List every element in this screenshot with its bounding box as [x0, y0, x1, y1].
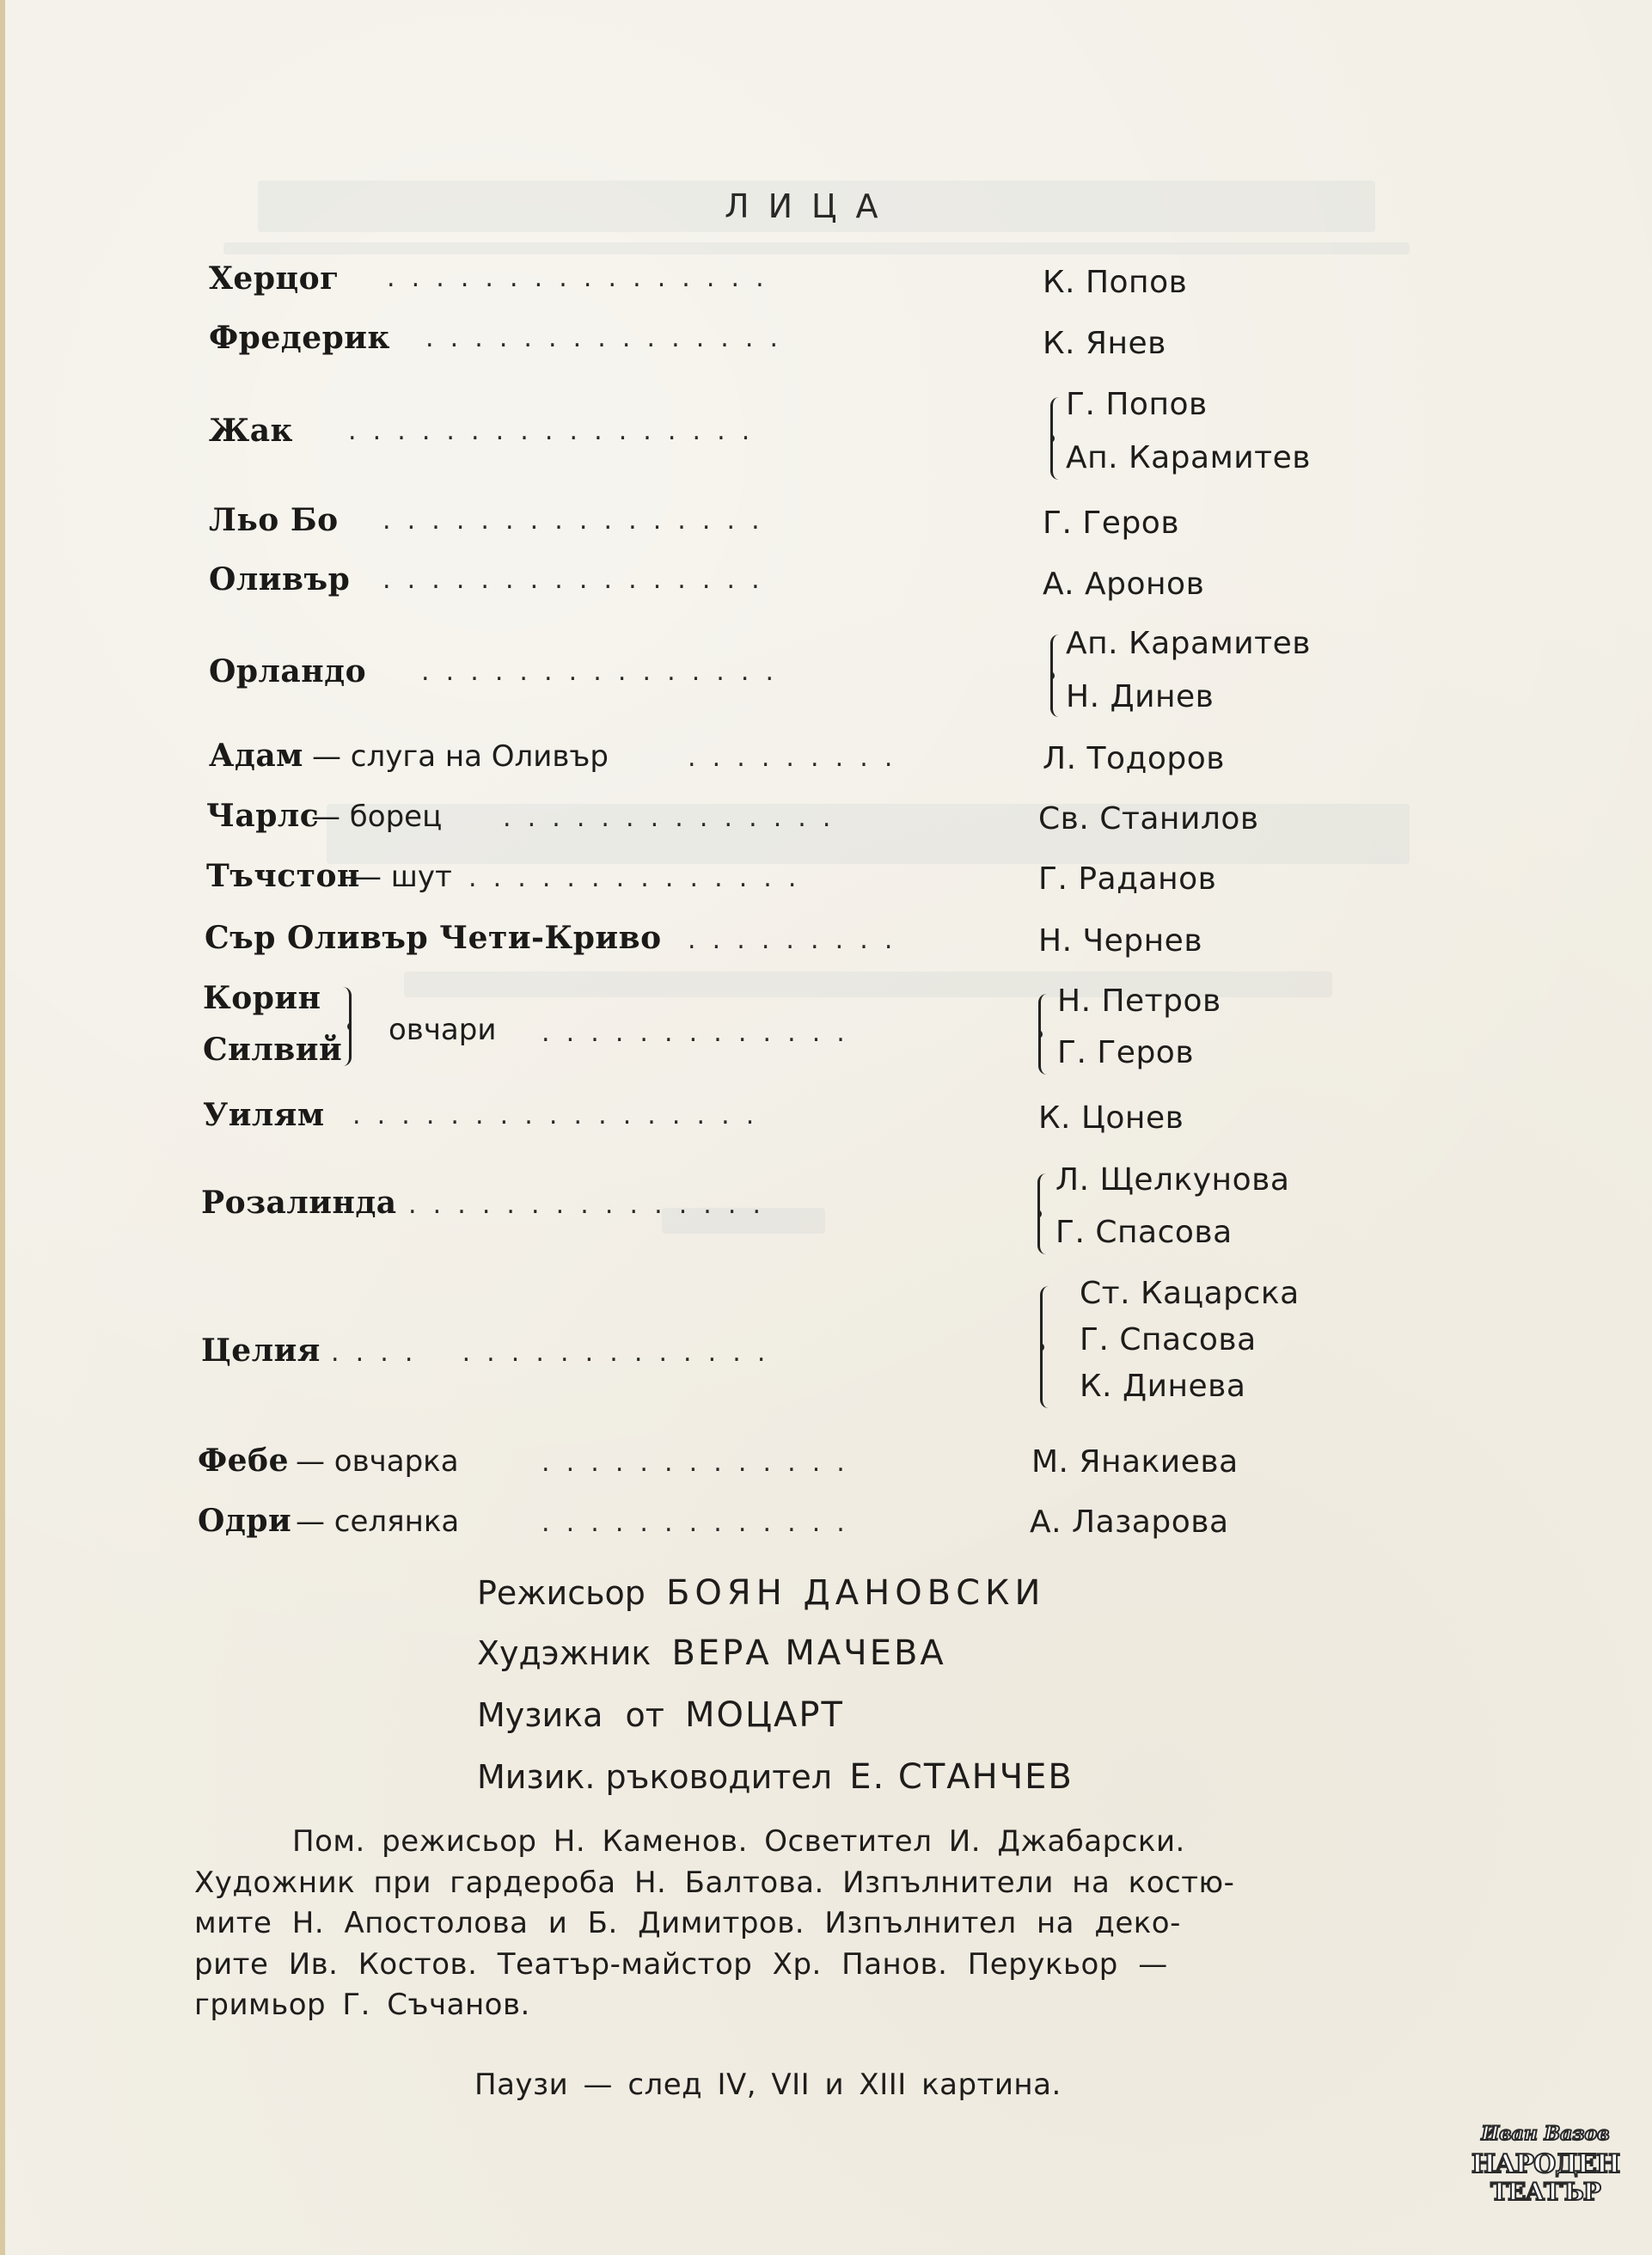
actor-name: К. Цонев [1038, 1100, 1184, 1136]
actor-name: Н. Чернев [1038, 923, 1203, 959]
brace [1050, 397, 1060, 480]
role-name: Уилям [203, 1097, 325, 1133]
actor-name: Н. Динев [1066, 679, 1215, 714]
logo-signature: Иван Вазов [1481, 2123, 1610, 2145]
role-description: — шут [352, 860, 452, 894]
dot-leader: . . . . . . . . . . . . . . [468, 863, 797, 893]
role-name: Розалинда [201, 1185, 397, 1221]
credit-line [477, 1633, 946, 1673]
pauses-note: Паузи — след IV, VII и XIII картина. [474, 2068, 1062, 2102]
role-name: Фебе [198, 1443, 289, 1479]
dot-leader: . . . . . . . . . . . . . . [503, 803, 831, 833]
dot-leader: . . . . . . . . . . . . . . . . . [348, 416, 750, 446]
role-name: Корин [203, 980, 321, 1016]
credit-label: Мизик. ръководител [477, 1758, 833, 1796]
dot-leader: . . . . . . . . . . . . . . . [425, 323, 779, 353]
credit-name: МОЦАРТ [684, 1695, 844, 1735]
actor-name: Г. Спасова [1055, 1215, 1233, 1250]
credit-name: ВЕРА МАЧЕВА [671, 1633, 946, 1673]
actor-name: Ап. Карамитев [1066, 626, 1311, 661]
role-description: — слуга на Оливър [312, 739, 609, 774]
role-description: овчари [389, 1013, 497, 1047]
role-description: — овчарка [296, 1444, 459, 1479]
role-name: Жак [209, 413, 294, 449]
role-name: Льо Бо [209, 502, 339, 538]
actor-name: Л. Щелкунова [1055, 1162, 1290, 1198]
role-name: Херцог [209, 260, 340, 297]
role-name: Оливър [209, 561, 351, 597]
national-theatre-logo [1468, 2117, 1623, 2220]
credit-line [477, 1757, 1074, 1797]
dot-leader: . . . . . . . . . . . . . . . . . [331, 1338, 766, 1368]
role-name: Адам [209, 738, 303, 774]
dot-leader: . . . . . . . . . . . . . . . . . [352, 1100, 755, 1131]
actor-name: Г. Геров [1057, 1035, 1195, 1070]
page-heading: ЛИЦА [725, 187, 897, 225]
actor-name: Ап. Карамитев [1066, 440, 1311, 475]
bleed-through-rule [223, 242, 1410, 254]
actor-name: Г. Спасова [1080, 1322, 1257, 1357]
role-name: Чарлс [206, 798, 320, 834]
dot-leader: . . . . . . . . . . . . . . . [421, 657, 774, 687]
actor-name: Г. Раданов [1038, 861, 1217, 897]
credit-label: Худэжник [477, 1634, 652, 1672]
actor-name: Ст. Кацарска [1080, 1276, 1300, 1311]
dot-leader: . . . . . . . . . . . . . [541, 1448, 845, 1478]
actor-name: К. Янев [1043, 326, 1166, 361]
credit-name: БОЯН ДАНОВСКИ [665, 1573, 1046, 1613]
page-edge [0, 0, 5, 2255]
dot-leader: . . . . . . . . . . . . . . . . [387, 263, 764, 293]
actor-name: А. Лазарова [1030, 1504, 1229, 1540]
dot-leader: . . . . . . . . . . . . . . . [408, 1190, 762, 1220]
actor-name: К. Попов [1043, 265, 1188, 300]
staff-line: рите Ив. Костов. Театър-майстор Хр. Панов. Перукьор — [194, 1947, 1168, 1982]
dot-leader: . . . . . . . . . . . . . . . . [382, 565, 760, 595]
actor-name: Св. Станилов [1038, 801, 1259, 836]
actor-name: Л. Тодоров [1043, 741, 1225, 776]
role-description: — селянка [296, 1504, 460, 1539]
staff-line: Художник при гардероба Н. Балтова. Изпълнители на костю- [194, 1866, 1235, 1900]
credit-name: Е. СТАНЧЕВ [849, 1757, 1074, 1797]
staff-line: гримьор Г. Съчанов. [194, 1988, 530, 2022]
actor-name: К. Динева [1080, 1369, 1246, 1404]
role-name: Целия [201, 1333, 321, 1369]
role-name: Силвий [203, 1032, 343, 1068]
staff-line: Пом. режисьор Н. Каменов. Осветител И. Джабарски. [292, 1824, 1185, 1859]
logo-line-2: ТЕАТЪР [1490, 2178, 1600, 2206]
actor-name: Г. Попов [1066, 387, 1208, 422]
actor-name: А. Аронов [1043, 567, 1205, 602]
brace [1040, 1286, 1049, 1408]
actor-name: Г. Геров [1043, 506, 1180, 541]
actor-name: М. Янакиева [1031, 1444, 1239, 1480]
credit-line [477, 1573, 1045, 1613]
dot-leader: . . . . . . . . . . . . . . . . [382, 506, 760, 536]
credit-label: Музика от [477, 1696, 664, 1734]
credit-label: Режисьор [477, 1574, 646, 1612]
dot-leader: . . . . . . . . . . . . . [541, 1508, 845, 1538]
dot-leader: . . . . . . . . . . . . . [541, 1018, 845, 1048]
brace [1050, 634, 1060, 717]
brace [1038, 994, 1048, 1075]
logo-line-1: НАРОДЕН [1471, 2149, 1620, 2179]
staff-line: мите Н. Апостолова и Б. Димитров. Изпълнител на деко- [194, 1906, 1181, 1940]
credit-line [477, 1695, 844, 1735]
role-name: Сър Оливър Чети-Криво [205, 920, 662, 956]
brace [1037, 1173, 1047, 1254]
dot-leader: . . . . . . . . . [688, 925, 893, 955]
role-name: Одри [198, 1503, 292, 1539]
role-name: Орландо [209, 653, 367, 689]
dot-leader: . . . . . . . . . [688, 743, 893, 773]
role-name: Тъчстон [206, 858, 360, 894]
actor-name: Н. Петров [1057, 983, 1221, 1019]
brace [342, 987, 352, 1066]
role-name: Фредерик [209, 320, 390, 356]
role-description: — борец [311, 800, 443, 834]
